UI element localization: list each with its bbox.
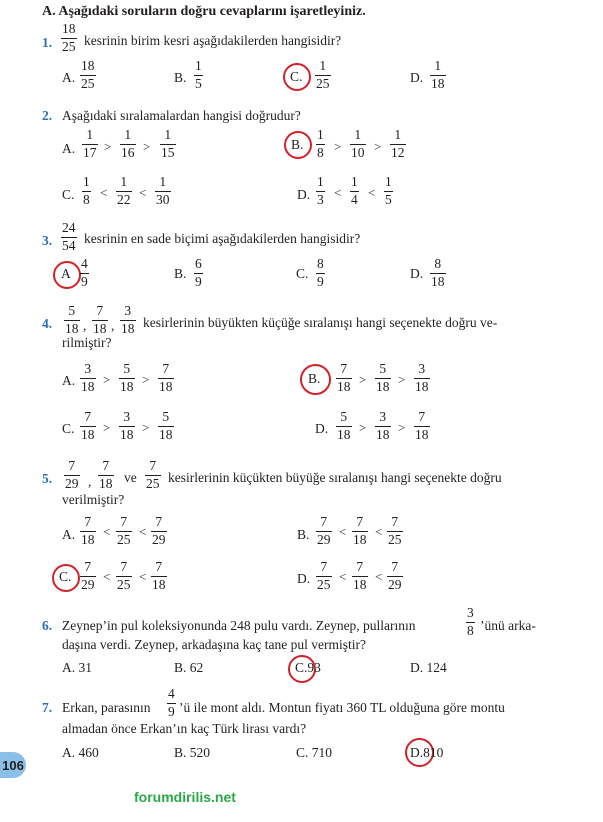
q1-option-c-label[interactable]: C. xyxy=(290,69,303,84)
q4-option-d-label[interactable]: D. xyxy=(315,421,329,436)
operator: > xyxy=(359,420,367,435)
question-2-number: 2. xyxy=(42,108,53,123)
fraction: 4 9 xyxy=(81,256,88,289)
fraction: 1 15 xyxy=(161,127,175,160)
operator: > xyxy=(374,139,382,154)
fraction: 1 16 xyxy=(121,127,135,160)
q1-option-d-label[interactable]: D. xyxy=(410,70,424,85)
q3-fraction: 24 54 xyxy=(62,220,76,253)
fraction: 3 18 xyxy=(120,409,134,442)
fraction: 1 4 xyxy=(351,174,358,207)
operator: < xyxy=(139,569,147,584)
q1-option-d-fraction: 1 18 xyxy=(431,58,445,91)
fraction: 7 18 xyxy=(353,559,367,592)
fraction: 7 29 xyxy=(81,559,95,592)
operator: > xyxy=(142,420,150,435)
q1-option-b-fraction: 1 5 xyxy=(195,58,202,91)
q3-option-a-label[interactable]: A xyxy=(61,266,71,281)
q7-text-b: ’ü ile mont aldı. Montun fiyatı 360 TL olduğuna göre montu xyxy=(179,700,505,715)
q3-option-c-label[interactable]: C. xyxy=(296,266,309,281)
q3-text: kesrinin en sade biçimi aşağıdakilerden hangisidir? xyxy=(84,231,361,246)
q1-option-b-label[interactable]: B. xyxy=(174,70,187,85)
fraction: 3 18 xyxy=(376,409,390,442)
fraction: 3 18 xyxy=(81,361,95,394)
q3-option-b-label[interactable]: B. xyxy=(174,266,187,281)
q1-option-a-label[interactable]: A. xyxy=(62,70,76,85)
q2-option-c-label[interactable]: C. xyxy=(62,187,75,202)
fraction: 5 18 xyxy=(120,361,134,394)
operator: < xyxy=(375,569,383,584)
q6-option-b[interactable]: B. 62 xyxy=(174,660,204,675)
operator: < xyxy=(339,569,347,584)
fraction: 7 29 xyxy=(317,514,331,547)
question-7-number: 7. xyxy=(42,700,53,715)
q7-option-a[interactable]: A. 460 xyxy=(62,745,99,760)
numerator: 18 xyxy=(62,21,76,36)
q5-option-b-label[interactable]: B. xyxy=(297,527,310,542)
fraction: 5 18 xyxy=(159,409,173,442)
fraction: 1 5 xyxy=(385,174,392,207)
fraction: 7 25 xyxy=(117,559,131,592)
fraction: 1 22 xyxy=(117,174,131,207)
q6-option-c[interactable]: C.93 xyxy=(295,660,321,675)
fraction: 7 18 xyxy=(353,514,367,547)
fraction: 7 25 xyxy=(388,514,402,547)
q1-option-c-fraction: 1 25 xyxy=(316,58,330,91)
operator: < xyxy=(339,524,347,539)
operator: < xyxy=(368,185,376,200)
fraction: 7 18 xyxy=(415,409,429,442)
comma: , xyxy=(111,318,115,333)
fraction: 7 18 xyxy=(93,303,107,336)
fraction: 1 12 xyxy=(391,127,405,160)
q6-text-line2: daşına verdi. Zeynep, arkadaşına kaç tane pul vermiştir? xyxy=(62,637,367,652)
q4-option-c-label[interactable]: C. xyxy=(62,421,75,436)
fraction: 7 29 xyxy=(65,458,79,491)
q5-text-line1: kesirlerinin küçükten büyüğe sıralanışı hangi seçenekte doğru xyxy=(168,470,502,485)
fraction: 3 18 xyxy=(121,303,135,336)
operator: > xyxy=(398,420,406,435)
operator: < xyxy=(100,185,108,200)
question-1-number: 1. xyxy=(42,35,53,50)
q4-text-line1: kesirlerinin büyükten küçüğe sıralanışı hangi seçenekte doğru ve- xyxy=(143,315,498,330)
q6-text-a: Zeynep’in pul koleksiyonunda 248 pulu vardı. Zeynep, pullarının xyxy=(62,618,416,633)
q5-option-c-label[interactable]: C. xyxy=(59,569,72,584)
q6-option-a[interactable]: A. 31 xyxy=(62,660,92,675)
q5-ve: ve xyxy=(124,470,137,485)
q6-option-d[interactable]: D. 124 xyxy=(410,660,447,675)
fraction: 5 18 xyxy=(376,361,390,394)
operator: < xyxy=(139,524,147,539)
fraction: 1 10 xyxy=(351,127,365,160)
q4-option-a-label[interactable]: A. xyxy=(62,373,76,388)
fraction: 1 30 xyxy=(156,174,170,207)
question-4-number: 4. xyxy=(42,316,53,331)
operator: > xyxy=(398,372,406,387)
fraction: 5 18 xyxy=(65,303,79,336)
comma: , xyxy=(88,474,92,489)
page-number: 106 xyxy=(0,752,26,778)
q4-option-b-label[interactable]: B. xyxy=(308,371,321,386)
q7-text-line2: almadan önce Erkan’ın kaç Türk lirası vardı? xyxy=(62,721,307,736)
q2-option-d-label[interactable]: D. xyxy=(297,187,311,202)
fraction: 7 18 xyxy=(152,559,166,592)
fraction: 7 29 xyxy=(152,514,166,547)
q6-fraction: 3 8 xyxy=(467,605,474,638)
fraction: 7 18 xyxy=(99,458,113,491)
fraction: 7 25 xyxy=(117,514,131,547)
q2-option-a-label[interactable]: A. xyxy=(62,141,76,156)
q7-text-a: Erkan, parasının xyxy=(62,700,151,715)
q7-fraction: 4 9 xyxy=(168,686,175,719)
q6-text-b: ’ünü arka- xyxy=(480,618,536,633)
fraction: 7 18 xyxy=(159,361,173,394)
q7-option-d[interactable]: D.810 xyxy=(410,745,444,760)
fraction: 7 18 xyxy=(81,409,95,442)
operator: < xyxy=(103,569,111,584)
fraction: 1 8 xyxy=(83,174,90,207)
q1-fraction xyxy=(61,22,77,53)
fraction: 6 9 xyxy=(195,256,202,289)
fraction: 7 29 xyxy=(388,559,402,592)
operator: < xyxy=(375,524,383,539)
fraction: 1 8 xyxy=(317,127,324,160)
fraction: 7 18 xyxy=(81,514,95,547)
operator: > xyxy=(359,372,367,387)
question-3-number: 3. xyxy=(42,233,53,248)
q4-text-line2: rilmiştir? xyxy=(62,335,112,350)
question-5-number: 5. xyxy=(42,471,53,486)
operator: > xyxy=(334,139,342,154)
q2-text: Aşağıdaki sıralamalardan hangisi doğrudur? xyxy=(62,108,301,123)
question-6-number: 6. xyxy=(42,618,53,633)
q3-option-d-label[interactable]: D. xyxy=(410,266,424,281)
q5-option-a-label[interactable]: A. xyxy=(62,527,76,542)
denominator: 25 xyxy=(62,38,76,54)
operator: < xyxy=(334,185,342,200)
section-title: A. Aşağıdaki soruların doğru cevaplarını işaretleyiniz. xyxy=(42,4,366,19)
fraction: 1 3 xyxy=(317,174,324,207)
operator: > xyxy=(143,139,151,154)
q7-option-b[interactable]: B. 520 xyxy=(174,745,211,760)
q1-text: kesrinin birim kesri aşağıdakilerden hangisidir? xyxy=(84,33,342,48)
q5-text-line2: verilmiştir? xyxy=(62,492,125,507)
fraction: 3 18 xyxy=(415,361,429,394)
operator: > xyxy=(103,372,111,387)
fraction: 7 25 xyxy=(146,458,160,491)
fraction: 8 18 xyxy=(431,256,445,289)
watermark: forumdirilis.net xyxy=(134,789,236,805)
operator: > xyxy=(104,139,112,154)
fraction: 8 9 xyxy=(317,256,324,289)
operator: > xyxy=(142,372,150,387)
fraction: 7 18 xyxy=(337,361,351,394)
q7-option-c[interactable]: C. 710 xyxy=(296,745,333,760)
fraction: 5 18 xyxy=(337,409,351,442)
fraction: 7 25 xyxy=(317,559,331,592)
operator: > xyxy=(103,420,111,435)
q2-option-b-label[interactable]: B. xyxy=(291,137,304,152)
comma: , xyxy=(83,318,87,333)
operator: < xyxy=(139,185,147,200)
fraction: 1 17 xyxy=(83,127,97,160)
q1-option-a-fraction: 18 25 xyxy=(81,58,95,91)
operator: < xyxy=(103,524,111,539)
q5-option-d-label[interactable]: D. xyxy=(297,571,311,586)
